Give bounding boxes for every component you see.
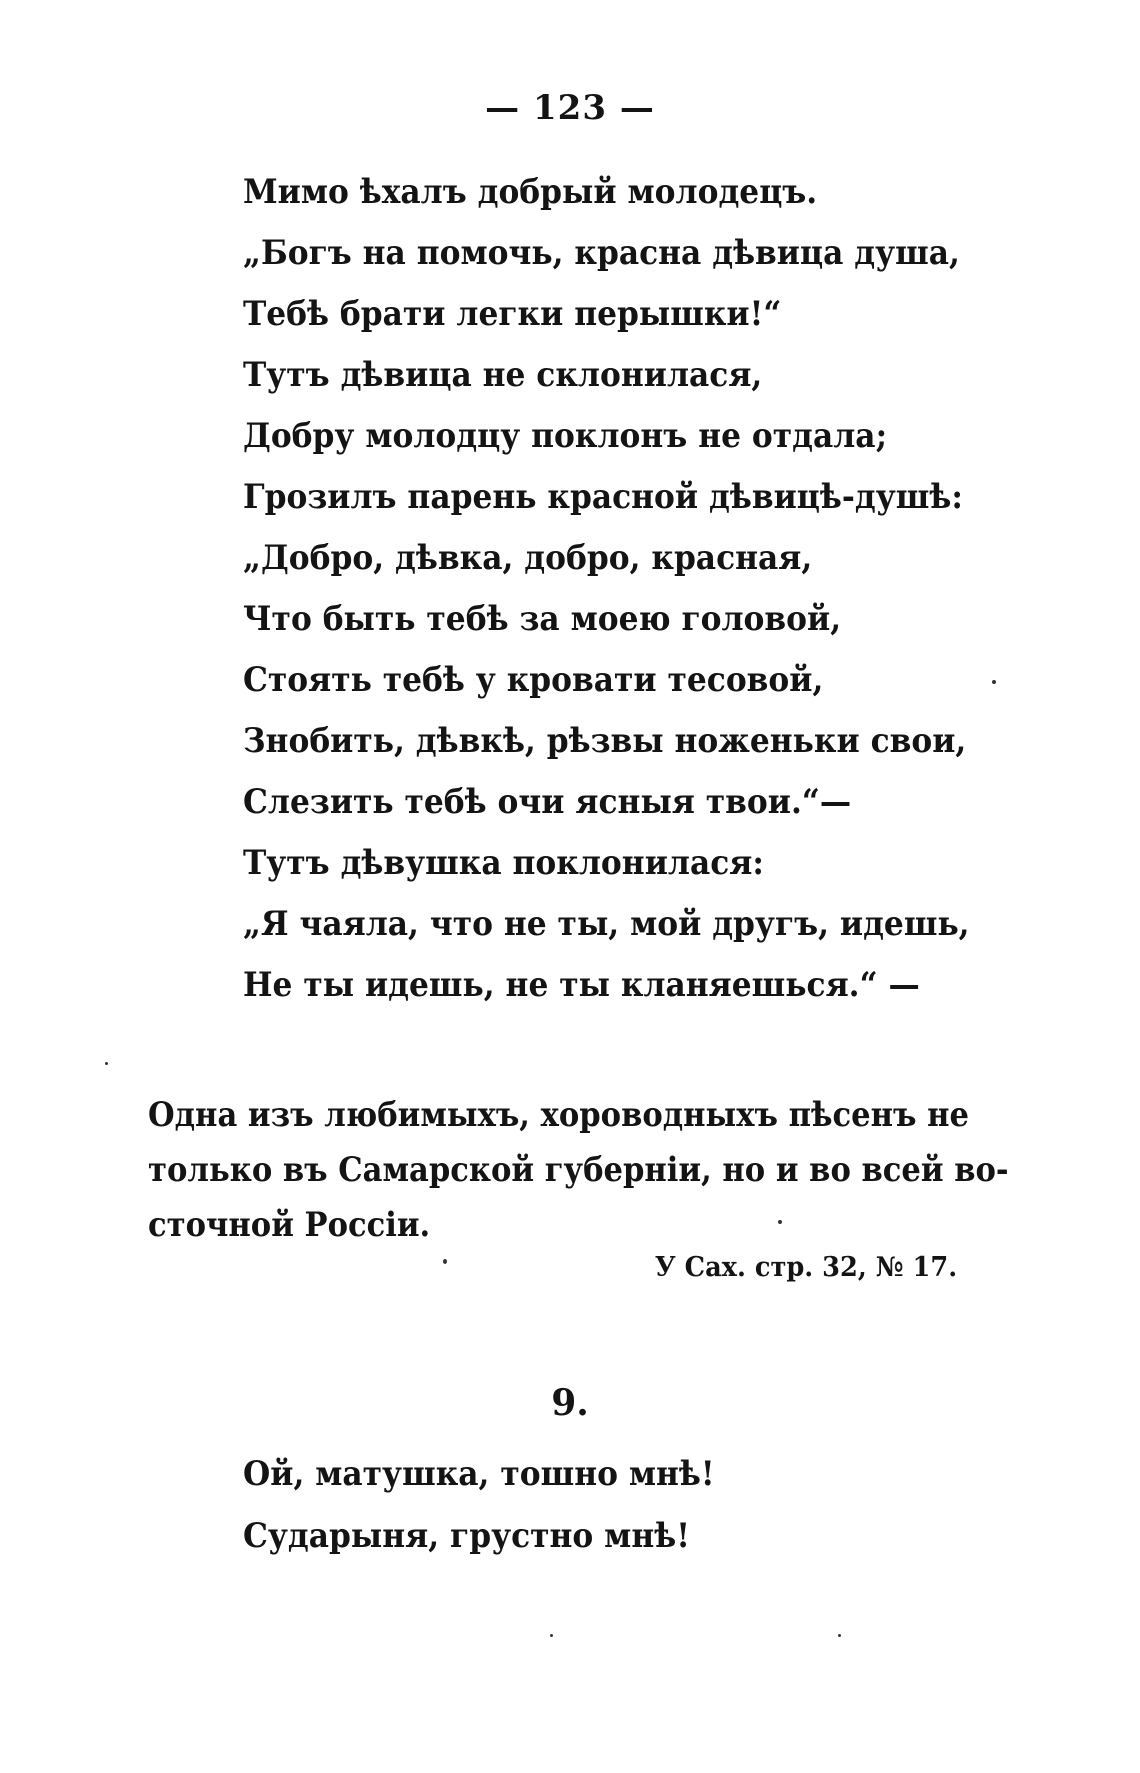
verse-line: Не ты идешь, не ты кланяешься.“ — xyxy=(243,965,920,1005)
verse-line: Ой, матушка, тошно мнѣ! xyxy=(243,1454,715,1494)
page-number: — 123 — xyxy=(485,88,655,128)
verse-line: Что быть тебѣ за моею головой, xyxy=(243,599,842,639)
verse-line: Добру молодцу поклонъ не отдала; xyxy=(243,416,888,456)
scan-speck xyxy=(778,1220,782,1224)
verse-line: „Я чаяла, что не ты, мой другъ, идешь, xyxy=(243,904,970,944)
verse-line: Стоять тебѣ у кровати тесовой, xyxy=(243,660,824,700)
song-number: 9. xyxy=(551,1382,589,1424)
verse-line: Тутъ дѣвушка поклонилася: xyxy=(243,843,764,883)
verse-line: Слезить тебѣ очи ясныя твои.“— xyxy=(243,782,852,822)
source-citation: У Сах. стр. 32, № 17. xyxy=(654,1252,957,1283)
note-line: сточной Россіи. xyxy=(148,1205,431,1245)
verse-line: Знобить, дѣвкѣ, рѣзвы ноженьки свои, xyxy=(243,721,967,761)
commentary-note xyxy=(148,1088,1009,1253)
verse-block xyxy=(243,162,1033,1016)
scan-speck xyxy=(550,1634,553,1637)
song-verse-block xyxy=(243,1443,756,1567)
verse-line: „Богъ на помочь, красна дѣвица душа, xyxy=(243,233,960,273)
verse-line: Грозилъ парень красной дѣвицѣ-душѣ: xyxy=(243,477,963,517)
scan-speck xyxy=(992,680,996,684)
scan-speck xyxy=(838,1634,841,1637)
note-line: только въ Самарской губерніи, но и во всей во- xyxy=(148,1150,1009,1190)
verse-line: „Добро, дѣвка, добро, красная, xyxy=(243,538,813,578)
verse-line: Тебѣ брати легки перышки!“ xyxy=(243,294,782,334)
verse-line: Сударыня, грустно мнѣ! xyxy=(243,1516,690,1556)
scan-speck xyxy=(105,1062,108,1065)
verse-line: Мимо ѣхалъ добрый молодецъ. xyxy=(243,172,818,212)
verse-line: Тутъ дѣвица не склонилася, xyxy=(243,355,763,395)
note-line: Одна изъ любимыхъ, хороводныхъ пѣсенъ не xyxy=(148,1095,969,1135)
scan-speck xyxy=(443,1259,447,1264)
